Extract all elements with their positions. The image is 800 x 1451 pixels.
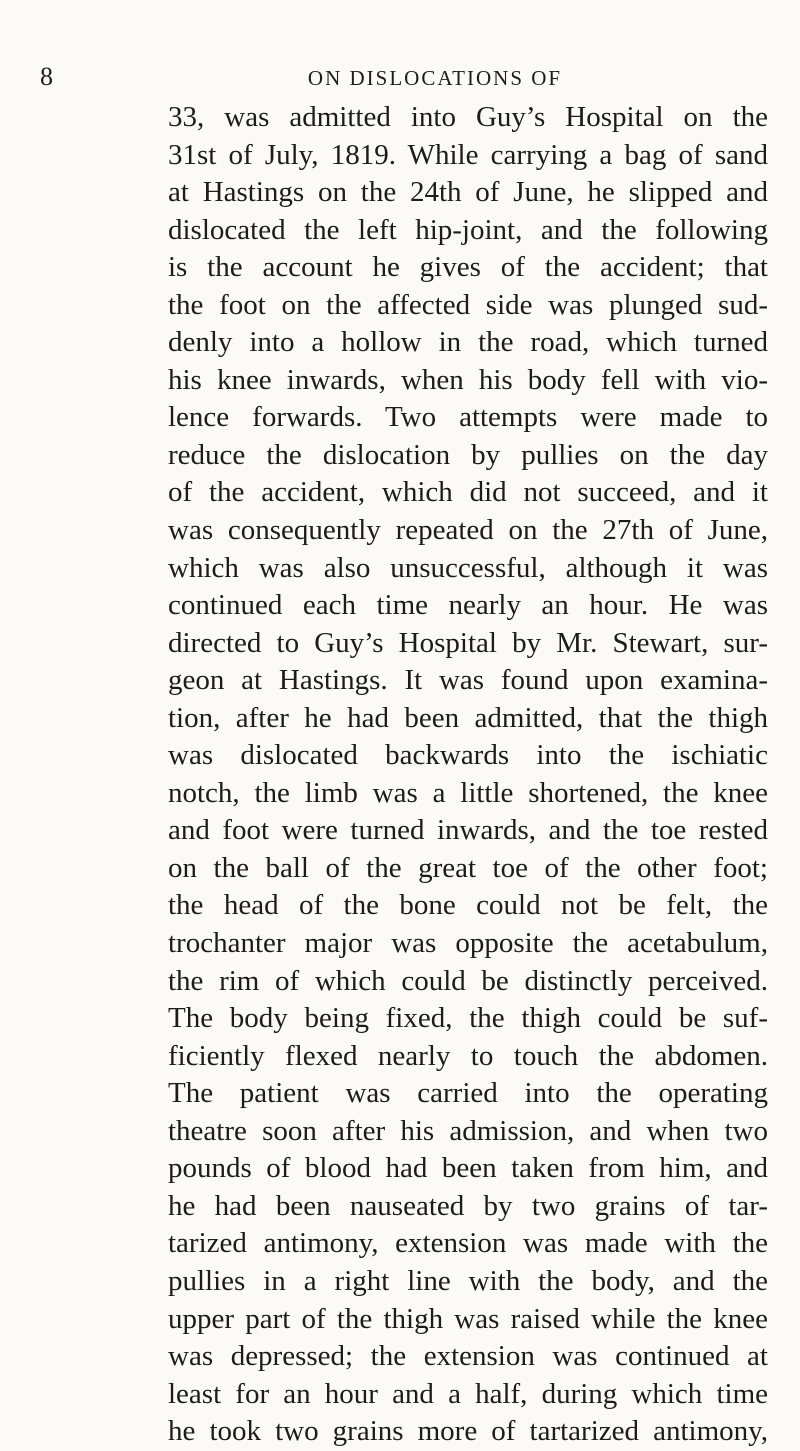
text-line: was consequently repeated on the 27th of June, [168, 514, 768, 547]
text-line: of the accident, which did not succeed, and it [168, 476, 768, 509]
text-line: theatre soon after his admission, and when two [168, 1114, 768, 1147]
text-line: reduce the dislocation by pullies on the day [168, 438, 768, 471]
text-line: he had been nauseated by two grains of tar- [168, 1189, 768, 1222]
text-line: tarized antimony, extension was made with the [168, 1227, 768, 1260]
text-line: least for an hour and a half, during which time [168, 1377, 768, 1410]
text-line: upper part of the thigh was raised while the knee [168, 1302, 768, 1335]
text-line: lence forwards. Two attempts were made to [168, 401, 768, 434]
text-line: pounds of blood had been taken from him, and [168, 1152, 768, 1185]
text-line: notch, the limb was a little shortened, the knee [168, 776, 768, 809]
text-line: trochanter major was opposite the acetabulum, [168, 927, 768, 960]
text-line: the foot on the affected side was plunged sud- [168, 288, 768, 321]
text-line: was dislocated backwards into the ischiatic [168, 739, 768, 772]
text-line: his knee inwards, when his body fell with vio- [168, 363, 768, 396]
text-line: denly into a hollow in the road, which turned [168, 326, 768, 359]
text-line: continued each time nearly an hour. He was [168, 589, 768, 622]
text-line: he took two grains more of tartarized antimony, [168, 1415, 768, 1448]
text-line: dislocated the left hip-joint, and the following [168, 213, 768, 246]
text-line: 33, was admitted into Guy’s Hospital on the [168, 101, 768, 133]
text-line: the head of the bone could not be felt, the [168, 889, 768, 922]
text-line: 31st of July, 1819. While carrying a bag of sand [168, 138, 768, 171]
running-head: ON DISLOCATIONS OF [307, 66, 563, 90]
text-line: at Hastings on the 24th of June, he slipped and [168, 176, 768, 209]
text-line: which was also unsuccessful, although it was [168, 551, 768, 584]
text-line: the rim of which could be distinctly perceived. [168, 964, 768, 997]
text-line: The body being fixed, the thigh could be suf- [168, 1002, 768, 1035]
text-line: ficiently flexed nearly to touch the abdomen. [168, 1039, 768, 1072]
body-text [168, 99, 768, 1451]
page-number: 8 [40, 62, 53, 91]
text-line: is the account he gives of the accident; that [168, 251, 768, 284]
text-line: on the ball of the great toe of the other foot; [168, 851, 768, 884]
text-line: The patient was carried into the operating [168, 1077, 768, 1110]
text-line: pullies in a right line with the body, and the [168, 1264, 768, 1297]
text-line: tion, after he had been admitted, that the thigh [168, 701, 768, 734]
text-line: geon at Hastings. It was found upon examina- [168, 664, 768, 697]
text-line: directed to Guy’s Hospital by Mr. Stewart, sur- [168, 626, 768, 659]
text-line: was depressed; the extension was continued at [168, 1340, 768, 1373]
text-line: and foot were turned inwards, and the toe rested [168, 814, 768, 847]
